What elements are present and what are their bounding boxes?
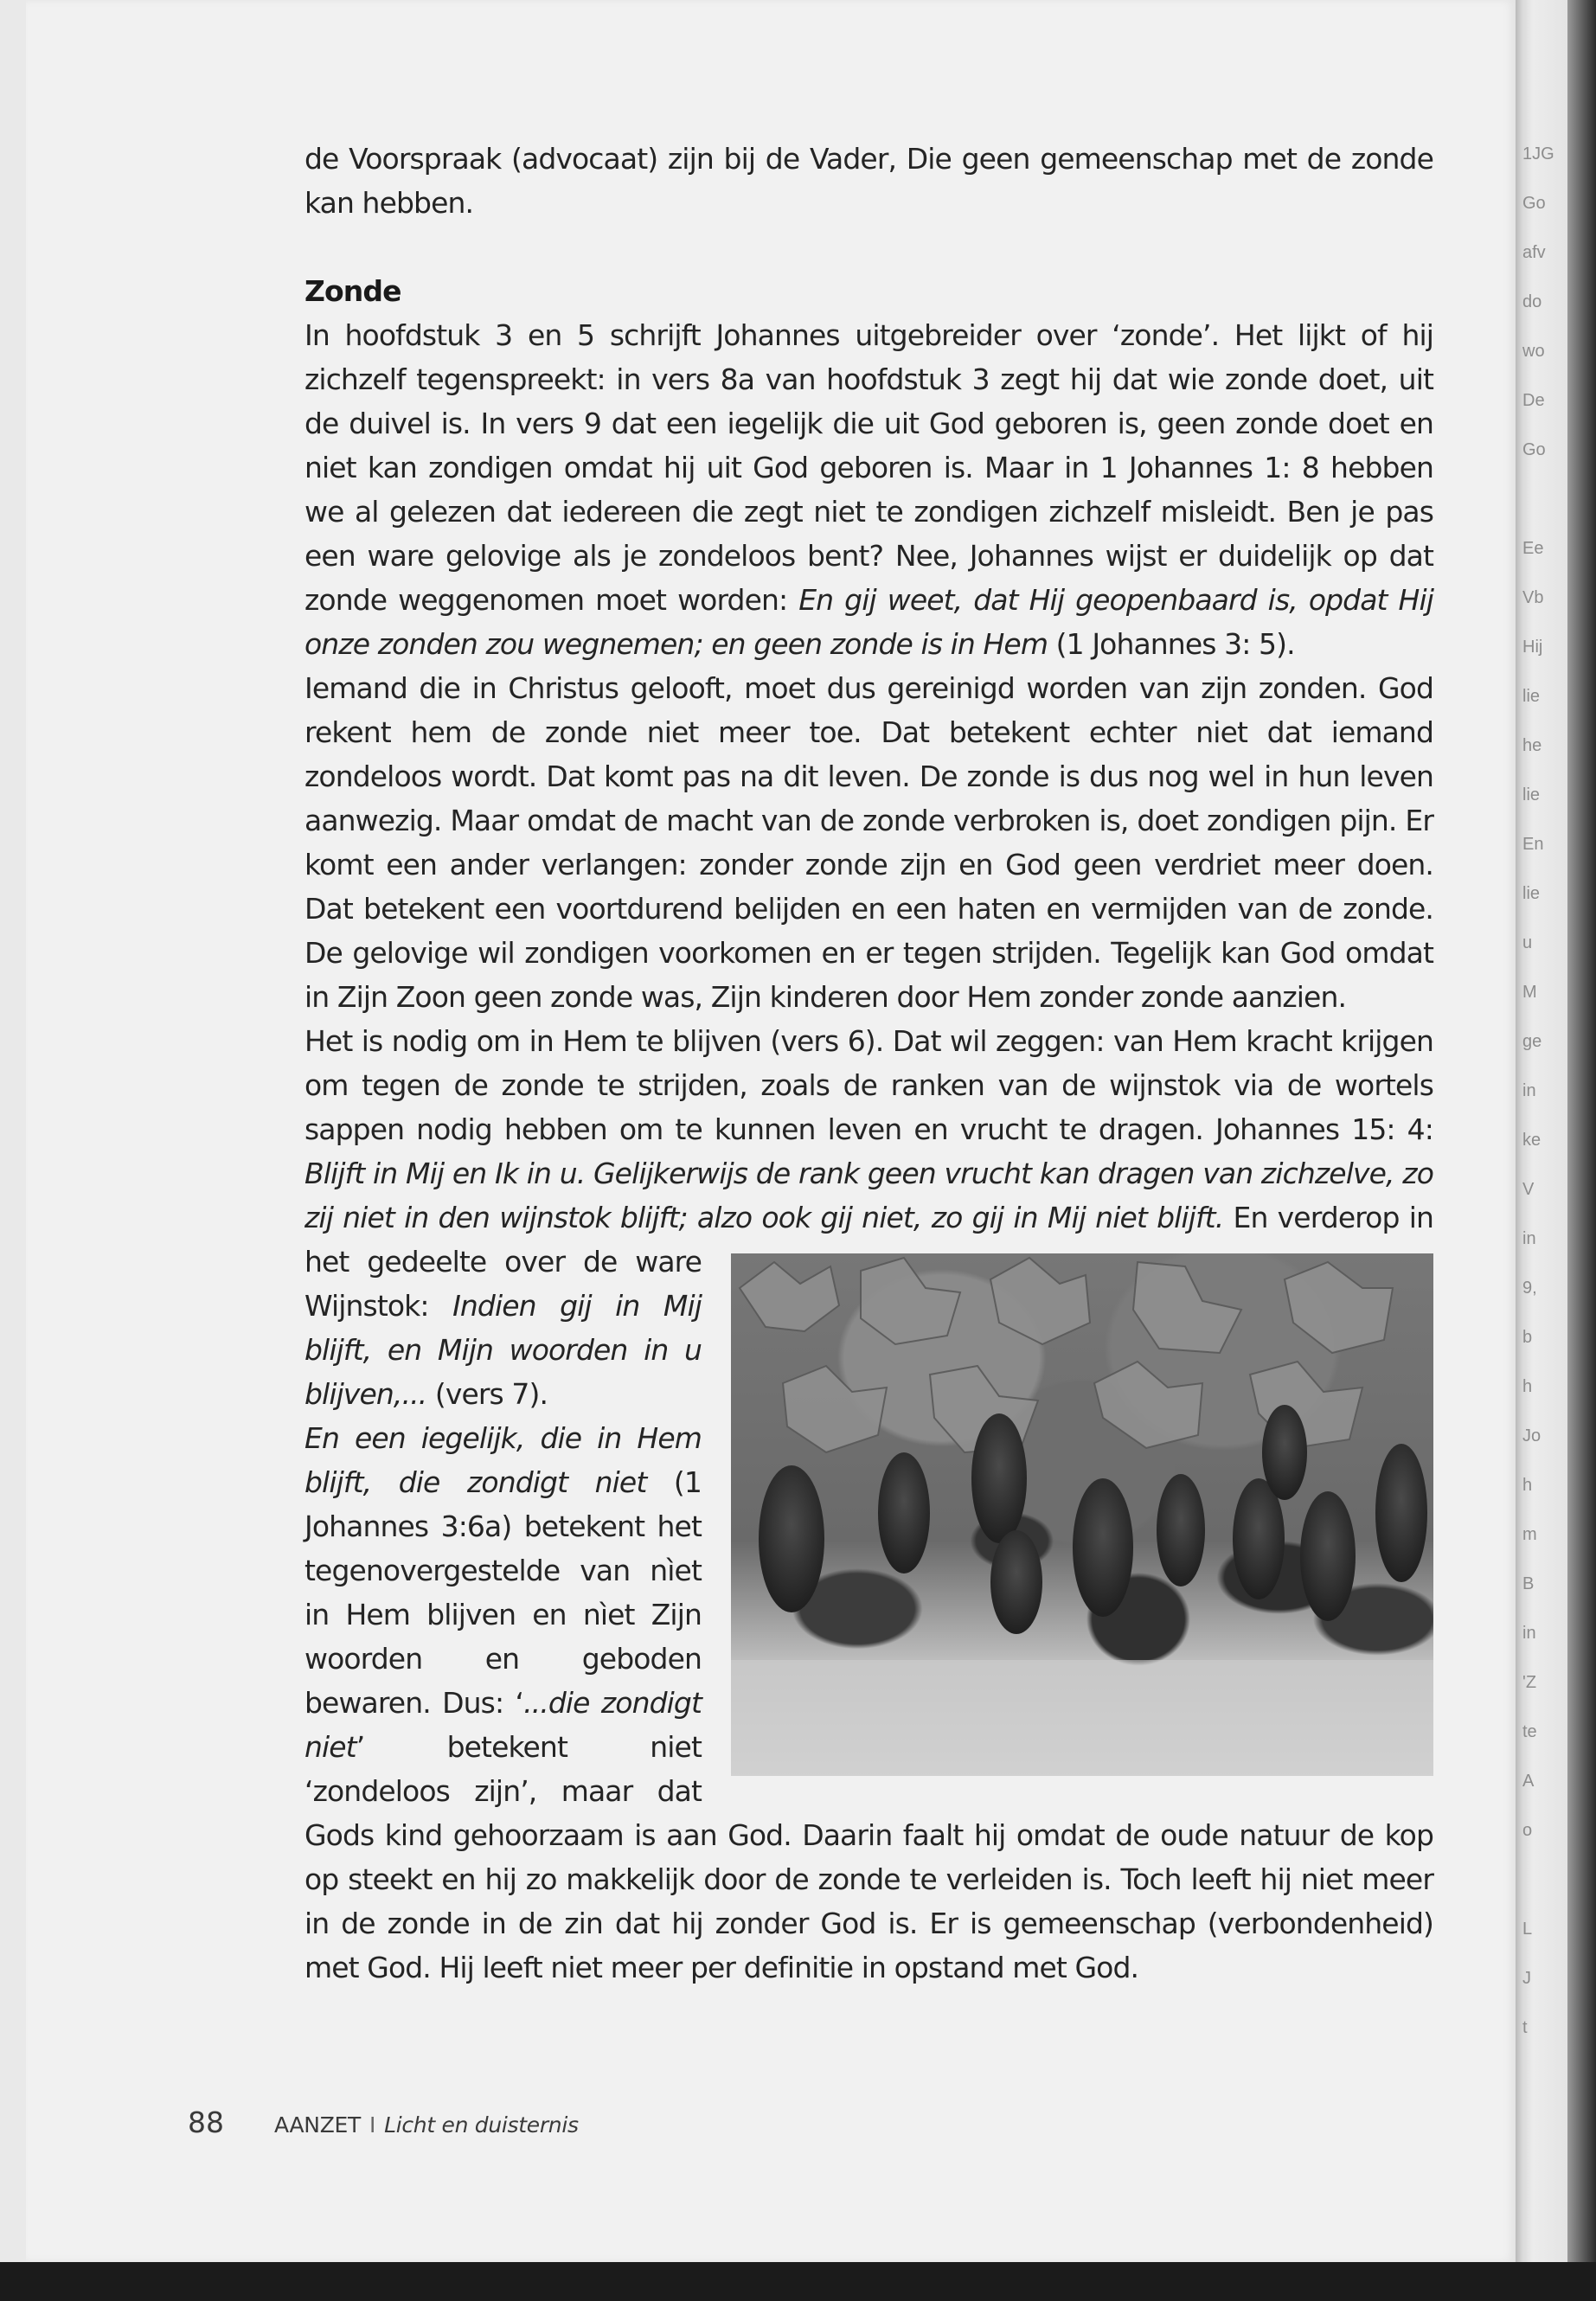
adjacent-page-fragment: De — [1522, 391, 1545, 410]
bible-quote: En gij weet, dat Hij geopenbaard is, opdat Hij onze zonden zou wegnemen; en geen zonde is in Hem — [304, 583, 1433, 661]
grapevine-photo-image — [731, 1253, 1433, 1776]
adjacent-page-fragment: lie — [1522, 884, 1541, 903]
adjacent-page-fragment: Hij — [1522, 638, 1543, 657]
adjacent-page-fragment: o — [1522, 1821, 1533, 1840]
adjacent-page-fragment: h — [1522, 1377, 1533, 1396]
series-name: AANZET — [274, 2112, 361, 2138]
adjacent-page-fragment: b — [1522, 1328, 1533, 1347]
quote-fragment: ...die zondigt niet — [304, 1686, 702, 1764]
adjacent-page-fragment: 9, — [1522, 1279, 1537, 1298]
running-head — [274, 2112, 579, 2138]
adjacent-page-text — [1522, 130, 1557, 2053]
adjacent-page-fragment: 'Z — [1522, 1673, 1537, 1692]
bible-quote: En een iegelijk, die in Hem blijft, die zondigt niet — [304, 1421, 702, 1499]
adjacent-page-fragment: ge — [1522, 1032, 1542, 1051]
adjacent-page-fragment — [1522, 475, 1557, 524]
adjacent-page-fragment: M — [1522, 983, 1537, 1002]
page-number: 88 — [188, 2106, 224, 2139]
separator: I — [369, 2112, 376, 2138]
adjacent-page-fragment: Vb — [1522, 588, 1544, 607]
adjacent-page-fragment: in — [1522, 1624, 1536, 1643]
adjacent-page-fragment: Ee — [1522, 539, 1544, 558]
bible-quote: Blijft in Mij en Ik in u. Gelijkerwijs de rank geen vrucht kan dragen van zichzelve, zo zij niet in den wijnstok blijft; alzo ook gij niet, zo gij in Mij niet blijft. — [304, 1157, 1433, 1234]
grapevine-photo — [731, 1253, 1433, 1776]
adjacent-page-fragment: he — [1522, 736, 1542, 755]
adjacent-page-fragment — [1522, 1856, 1557, 1905]
adjacent-page-fragment: A — [1522, 1772, 1535, 1791]
adjacent-page-fragment: m — [1522, 1525, 1537, 1544]
adjacent-page-fragment: in — [1522, 1081, 1536, 1100]
adjacent-page-fragment: 1JG — [1522, 144, 1554, 163]
adjacent-page-fragment: ke — [1522, 1131, 1542, 1150]
adjacent-page-fragment: h — [1522, 1476, 1533, 1495]
adjacent-page-fragment: En — [1522, 835, 1544, 854]
adjacent-page-fragment: B — [1522, 1574, 1535, 1593]
intro-paragraph-end: de Voorspraak (advocaat) zijn bij de Vader, Die geen gemeenschap met de zonde kan hebben. — [304, 142, 1433, 220]
body-text — [304, 137, 1433, 1990]
adjacent-page-fragment: wo — [1522, 342, 1545, 361]
book-title: Licht en duisternis — [384, 2112, 579, 2138]
adjacent-page-fragment: Go — [1522, 440, 1546, 459]
adjacent-page-fragment: afv — [1522, 243, 1546, 262]
adjacent-page-fragment: lie — [1522, 687, 1541, 706]
bible-quote: Indien gij in Mij blijft, en Mijn woorden in u blijven,... — [304, 1289, 702, 1411]
paragraph-1: In hoofdstuk 3 en 5 schrijft Johannes uitgebreider over ‘zonde’. Het lijkt of hij zichzelf tegenspreekt: in vers 8a van hoofdstuk 3 zegt hij dat wie zonde doet, uit de duivel is. In vers 9 dat een iegelijk die uit God geboren is, geen zonde doet en niet kan zondigen omdat hij uit God geboren is. Maar in 1 Johannes 1: 8 hebben we al gelezen dat iedereen die zegt niet te zondigen zichzelf misleidt. Ben je pas een ware gelovige als je zondeloos bent? Nee, Johannes wijst er duidelijk op dat zonde weggenomen moet worden: En gij weet, dat Hij geopenbaard is, opdat Hij onze zonden zou wegnemen; en geen zonde is in Hem (1 Johannes 3: 5). — [304, 318, 1433, 661]
adjacent-page-fragment: do — [1522, 292, 1542, 311]
adjacent-page-fragment: t — [1522, 2018, 1528, 2037]
adjacent-page-fragment: V — [1522, 1180, 1535, 1199]
adjacent-page-fragment: Go — [1522, 194, 1546, 213]
adjacent-page-fragment: te — [1522, 1722, 1537, 1741]
scan-bottom-border — [0, 2262, 1596, 2301]
adjacent-page-fragment: in — [1522, 1229, 1536, 1248]
adjacent-page-fragment: L — [1522, 1920, 1533, 1939]
paragraph-2: Iemand die in Christus gelooft, moet dus gereinigd worden van zijn zonden. God rekent hem de zonde niet meer toe. Dat betekent echter niet dat iemand zondeloos wordt. Dat komt pas na dit leven. De zonde is dus nog wel in hun leven aanwezig. Maar omdat de macht van de zonde verbroken is, doet zondigen pijn. Er komt een ander verlangen: zonder zonde zijn en God geen verdriet meer doen. Dat betekent een voortdurend belijden en een haten en vermijden van de zonde. De gelovige wil zondigen voorkomen en er tegen strijden. Tegelijk kan God omdat in Zijn Zoon geen zonde was, Zijn kinderen door Hem zonder zonde aanzien. — [304, 671, 1433, 1014]
paragraph-3: Het is nodig om in Hem te blijven (vers 6). Dat wil zeggen: van Hem kracht krijgen om tegen de zonde te strijden, zoals de ranken van de wijnstok via de wortels sappen nodig hebben om te kunnen leven en vrucht te dragen. Johannes 15: 4: Blijft in Mij en Ik in u. Gelijkerwijs de rank geen vrucht kan dragen van zichzelve, zo zij niet in den wijnstok blijft; alzo ook gij niet, zo gij in Mij niet blijft. En verderop in het gedeelte over de ware Wijnstok: Indien gij in Mij blijft, en Mijn woorden in u blijven,... (vers 7). — [304, 1019, 1433, 1416]
adjacent-page-fragment: u — [1522, 933, 1533, 952]
section-heading: Zonde — [304, 274, 401, 308]
adjacent-page-fragment: J — [1522, 1969, 1531, 1988]
adjacent-page-fragment: lie — [1522, 785, 1541, 804]
paragraph-4: En een iegelijk, die in Hem blijft, die zondigt niet (1 Johannes 3:6a) betekent het tegenovergestelde van nìet in Hem blijven en nìet Zijn woorden en geboden bewaren. Dus: ‘...die zondigt niet’ betekent niet ‘zondeloos zijn’, maar dat Gods kind gehoorzaam is aan God. Daarin faalt hij omdat de oude natuur de kop op steekt en hij zo makkelijk door de zonde te verleiden is. Toch leeft hij niet meer in de zonde in de zin dat hij zonder God is. Er is gemeenschap (verbondenheid) met God. Hij leeft niet meer per definitie in opstand met God. — [304, 1421, 1433, 1984]
book-spine-shadow — [1567, 0, 1596, 2301]
adjacent-page-fragment: Jo — [1522, 1426, 1542, 1445]
